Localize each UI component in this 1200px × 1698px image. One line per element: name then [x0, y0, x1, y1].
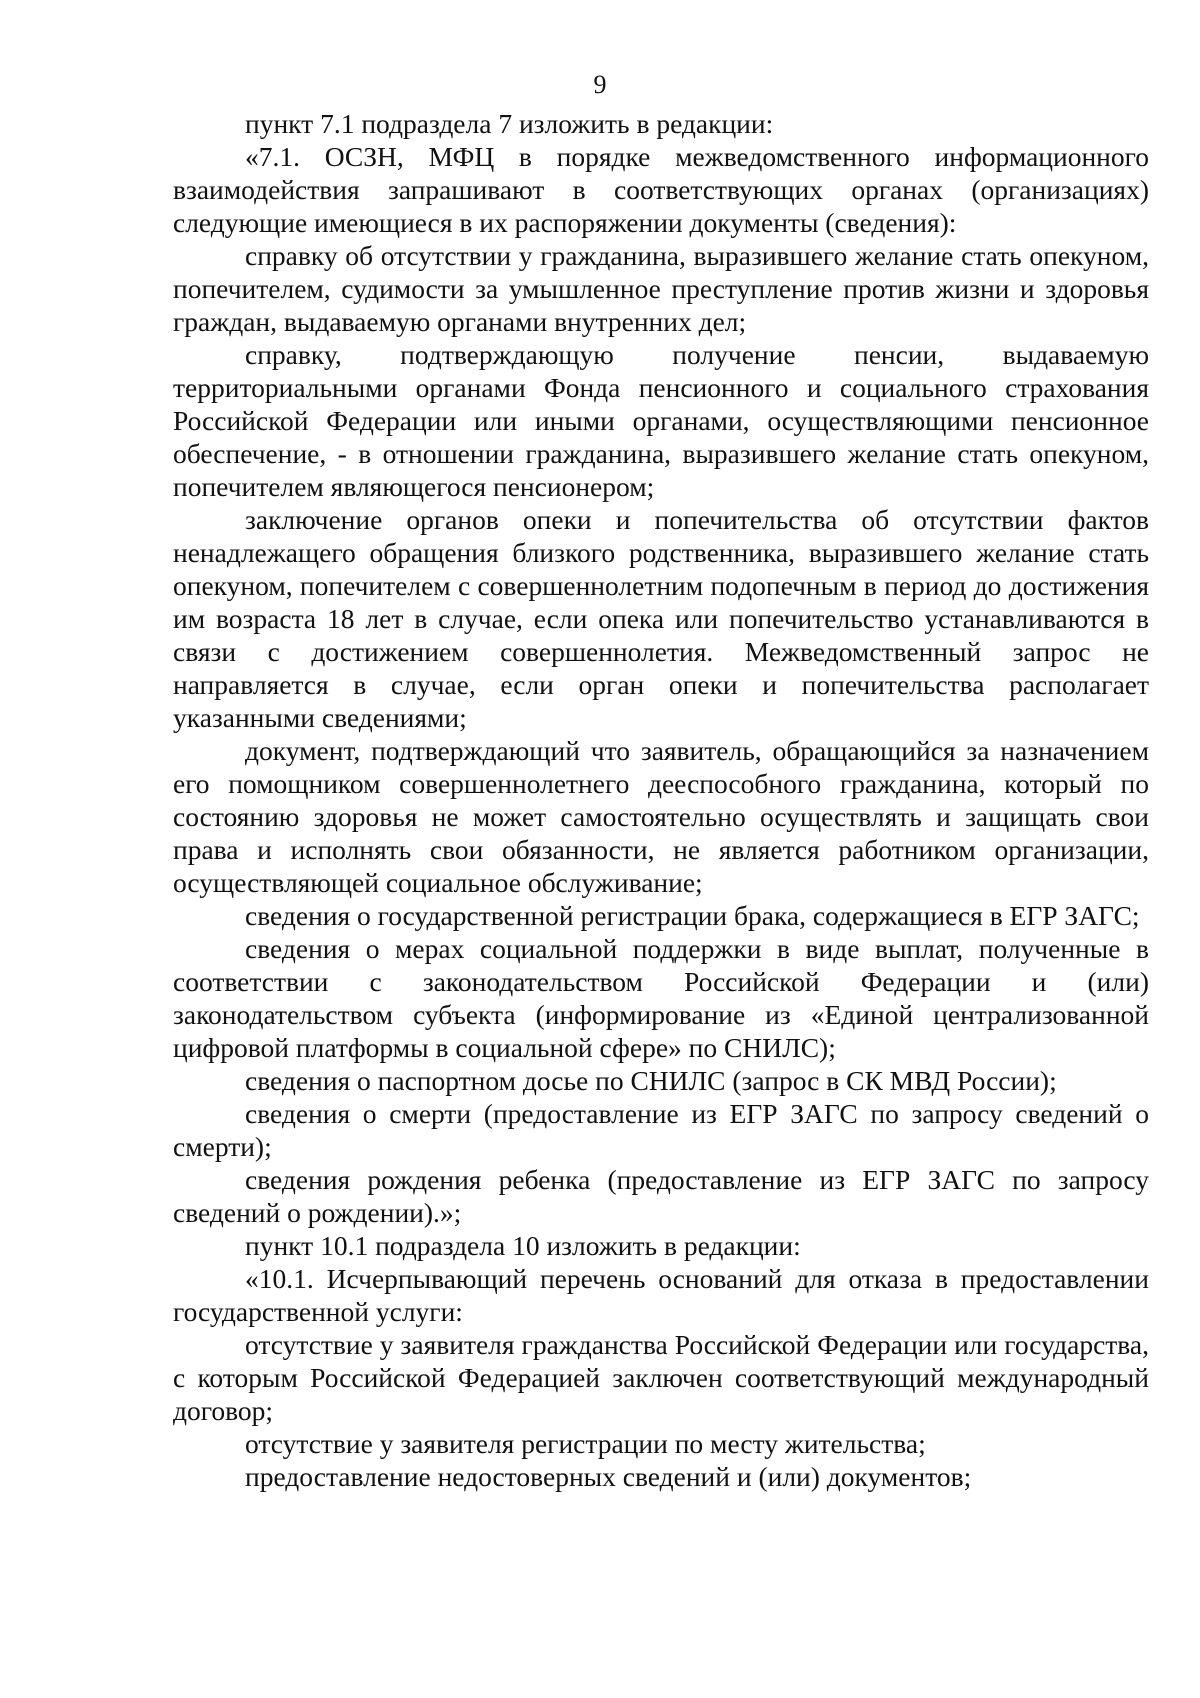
paragraph: «10.1. Исчерпывающий перечень оснований для отказа в предоставлении государственной услуги:: [173, 1263, 1149, 1327]
paragraph: заключение органов опеки и попечительства об отсутствии фактов ненадлежащего обращения близкого родственника, выразившего желание стать опекуном, попечителем с совершеннолетним подопечным в период до достижения им возраста 18 лет в случае, если опека или попечительство устанавливаются в связи с достижением совершеннолетия. Межведомственный запрос не направляется в случае, если орган опеки и попечительства располагает указанными сведениями;: [173, 504, 1149, 733]
paragraph: справку, подтверждающую получение пенсии, выдаваемую территориальными органами Фонда пенсионного и социального страхования Российской Федерации или иными органами, осуществляющими пенсионное обеспечение, - в отношении гражданина, выразившего желание стать опекуном, попечителем являющегося пенсионером;: [173, 339, 1149, 502]
paragraph: документ, подтверждающий что заявитель, обращающийся за назначением его помощником совершеннолетнего дееспособного гражданина, который по состоянию здоровья не может самостоятельно осуществлять и защищать свои права и исполнять свои обязанности, не является работником организации, осуществляющей социальное обслуживание;: [173, 735, 1149, 898]
paragraph: пункт 7.1 подраздела 7 изложить в редакции:: [245, 108, 774, 139]
page-number: 9: [593, 70, 607, 99]
paragraph: отсутствие у заявителя гражданства Российской Федерации или государства, с которым Российской Федерацией заключен соответствующий международный договор;: [173, 1329, 1149, 1426]
paragraph: отсутствие у заявителя регистрации по месту жительства;: [245, 1428, 926, 1459]
paragraph: сведения о мерах социальной поддержки в виде выплат, полученные в соответствии с законодательством Российской Федерации и (или) законодательством субъекта (информирование из «Единой централизованной цифровой платформы в социальной сфере» по СНИЛС);: [173, 933, 1149, 1063]
paragraph: сведения о паспортном досье по СНИЛС (запрос в СК МВД России);: [245, 1065, 1057, 1096]
paragraph: справку об отсутствии у гражданина, выразившего желание стать опекуном, попечителем, судимости за умышленное преступление против жизни и здоровья граждан, выдаваемую органами внутренних дел;: [173, 240, 1149, 337]
paragraph: предоставление недостоверных сведений и (или) документов;: [245, 1461, 972, 1492]
paragraph: сведения рождения ребенка (предоставление из ЕГР ЗАГС по запросу сведений о рождении).»;: [173, 1164, 1149, 1228]
document-body: [173, 107, 1149, 1493]
paragraph: пункт 10.1 подраздела 10 изложить в редакции:: [245, 1230, 801, 1261]
paragraph: сведения о государственной регистрации брака, содержащиеся в ЕГР ЗАГС;: [245, 900, 1140, 931]
paragraph: «7.1. ОСЗН, МФЦ в порядке межведомственного информационного взаимодействия запрашивают в соответствующих органах (организациях) следующие имеющиеся в их распоряжении документы (сведения):: [173, 141, 1149, 238]
paragraph: сведения о смерти (предоставление из ЕГР ЗАГС по запросу сведений о смерти);: [173, 1098, 1149, 1162]
